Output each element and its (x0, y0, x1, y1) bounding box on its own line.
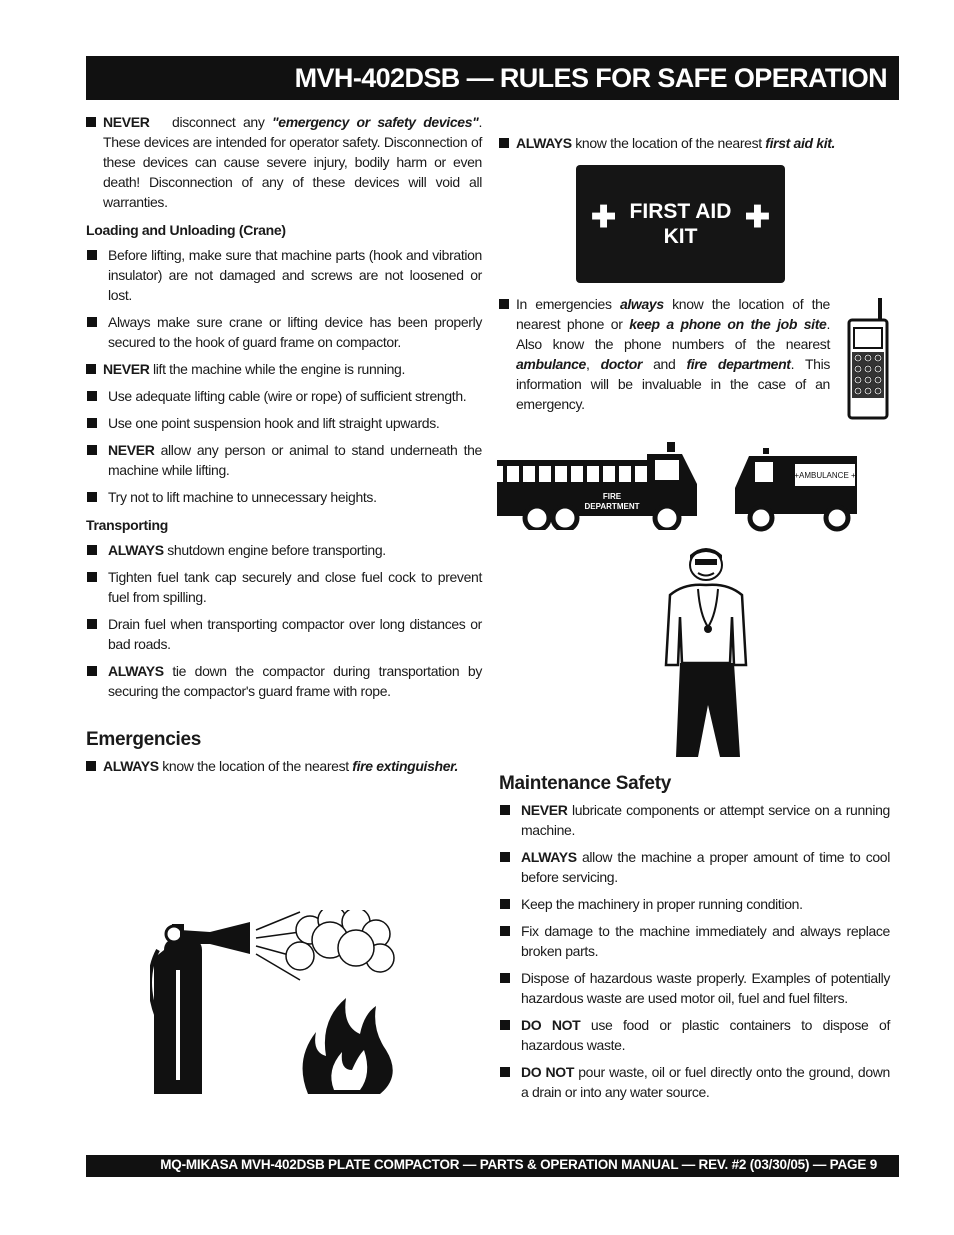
bullet-square-icon (500, 973, 510, 983)
item-lead: ALWAYS (108, 663, 164, 679)
item-text: Fix damage to the machine immediately and always replace broken parts. (521, 923, 890, 959)
item-text: allow the machine a proper amount of time to cool before servicing. (521, 849, 890, 885)
transport-list (86, 540, 482, 701)
item-lead: ALWAYS (103, 758, 159, 774)
item-lead: NEVER (103, 361, 150, 377)
list-item (499, 847, 890, 887)
phone-text-5: and (642, 356, 687, 372)
phone-text-2: know the location of the nearest phone or (516, 296, 830, 332)
cell-phone-icon (846, 298, 890, 422)
never-label: NEVER (103, 114, 150, 130)
first-aid-kit-sign (576, 165, 785, 283)
item-text: Try not to lift machine to unnecessary heights. (108, 489, 377, 505)
item-lead: DO NOT (521, 1017, 581, 1033)
bullet-square-icon (87, 418, 97, 428)
item-lead: NEVER (108, 442, 155, 458)
item-text: Use adequate lifting cable (wire or rope) of sufficient strength. (108, 388, 467, 404)
item-text: shutdown engine before transporting. (163, 542, 386, 558)
bullet-square-icon (87, 317, 97, 327)
bullet-square-icon (87, 445, 97, 455)
first-aid-line2: KIT (663, 225, 698, 248)
item-lead: ALWAYS (521, 849, 577, 865)
list-item (86, 112, 482, 212)
list-item (499, 294, 830, 414)
phone-item (499, 294, 830, 414)
item-text: Use one point suspension hook and lift straight upwards. (108, 415, 440, 431)
item-text: Tighten fuel tank cap securely and close fuel cock to prevent fuel from spilling. (108, 569, 482, 605)
doctor-figure-icon (664, 545, 754, 760)
item-text: pour waste, oil or fuel directly onto the ground, down a drain or into any water source. (521, 1064, 890, 1100)
list-item (499, 133, 864, 153)
bullet-square-icon (500, 1067, 510, 1077)
bullet-square-icon (500, 805, 510, 815)
list-item (86, 386, 482, 406)
bullet-square-icon (86, 364, 96, 374)
bullet-square-icon (87, 666, 97, 676)
list-item (86, 245, 482, 305)
list-item (86, 756, 482, 776)
list-item (86, 540, 482, 560)
right-column-top (499, 133, 864, 160)
bullet-square-icon (86, 761, 96, 771)
list-item (86, 614, 482, 654)
phone-emphasis-4: doctor (600, 356, 643, 372)
item-text: Always make sure crane or lifting device has been properly secured to the hook of guard frame on compactor. (108, 314, 482, 350)
item-text: Drain fuel when transporting compactor over long distances or bad roads. (108, 616, 482, 652)
list-item (499, 1062, 890, 1102)
item-text: know the location of the nearest (158, 758, 353, 774)
phone-emphasis-5: fire department (686, 356, 791, 372)
list-item (499, 800, 890, 840)
item-text: know the location of the nearest (571, 135, 766, 151)
phone-emphasis-2: keep a phone on the job site (629, 316, 827, 332)
item-text: tie down the compactor during transportation by securing the compactor's guard frame with rope. (108, 663, 482, 699)
first-aid-line1: FIRST AID (629, 200, 732, 223)
list-item (499, 894, 890, 914)
bullet-square-icon (87, 391, 97, 401)
item-emphasis: first aid kit. (765, 135, 836, 151)
intro-text: disconnect any (172, 114, 272, 130)
fire-truck-icon (497, 440, 702, 530)
ambulance-icon (733, 448, 861, 532)
maintenance-heading: Maintenance Safety (499, 773, 671, 794)
item-text: Keep the machinery in proper running condition. (521, 896, 803, 912)
intro-text-2: . These devices are intended for operator safety. Disconnection of these devices can cause severe injury, bodily harm or even death! Disconnection of any of these devices will void all warranties. (103, 114, 482, 210)
emergencies-heading: Emergencies (86, 729, 201, 750)
list-item (86, 487, 482, 507)
title-bar (86, 56, 899, 100)
transport-heading: Transporting (86, 517, 168, 533)
bullet-square-icon (87, 545, 97, 555)
list-item (86, 312, 482, 352)
bullet-square-icon (500, 1020, 510, 1030)
phone-text-4: , (586, 356, 601, 372)
loading-heading: Loading and Unloading (Crane) (86, 222, 286, 238)
list-item (86, 661, 482, 701)
list-item (86, 567, 482, 607)
item-text: allow any person or animal to stand underneath the machine while lifting. (108, 442, 482, 478)
bullet-square-icon (86, 117, 96, 127)
bullet-square-icon (87, 619, 97, 629)
phone-text-3: . Also know the phone numbers of the nearest (516, 316, 831, 352)
page-title: MVH-402DSB — RULES FOR SAFE OPERATION (294, 63, 887, 93)
plus-icon: ✚ (744, 201, 770, 234)
fire-truck-label-1: FIRE (602, 492, 622, 501)
fire-truck-label-2: DEPARTMENT (584, 502, 640, 511)
devices-emphasis: "emergency or safety devices" (271, 114, 479, 130)
item-text: Dispose of hazardous waste properly. Examples of potentially hazardous waste are used motor oil, fuel and fuel filters. (521, 970, 890, 1006)
list-item (499, 921, 890, 961)
bullet-square-icon (500, 926, 510, 936)
list-item (86, 359, 482, 379)
item-text: use food or plastic containers to dispose of hazardous waste. (521, 1017, 890, 1053)
item-lead: NEVER (521, 802, 568, 818)
footer-text: MQ-MIKASA MVH-402DSB PLATE COMPACTOR — PARTS & OPERATION MANUAL — REV. #2 (03/30/05) — PAGE 9 (160, 1157, 877, 1172)
item-emphasis: fire extinguisher. (352, 758, 459, 774)
footer-bar (86, 1155, 899, 1177)
item-text: lift the machine while the engine is running. (149, 361, 406, 377)
phone-text-6: . This information will be invaluable in the case of an emergency. (516, 356, 831, 412)
plus-icon: ✚ (591, 201, 617, 234)
bullet-square-icon (499, 299, 509, 309)
item-text: Before lifting, make sure that machine parts (hook and vibration insulator) are not damaged and screws are not loosened or lost. (108, 247, 482, 303)
bullet-square-icon (87, 492, 97, 502)
bullet-square-icon (87, 250, 97, 260)
ambulance-label: +AMBULANCE + (794, 471, 856, 480)
bullet-square-icon (500, 899, 510, 909)
bullet-square-icon (499, 138, 509, 148)
item-text: lubricate components or attempt service on a running machine. (521, 802, 890, 838)
item-lead: ALWAYS (108, 542, 164, 558)
list-item (499, 968, 890, 1008)
first-aid-label (576, 199, 785, 249)
phone-emphasis-1: always (619, 296, 664, 312)
list-item (86, 440, 482, 480)
item-lead: ALWAYS (516, 135, 572, 151)
left-column (86, 112, 482, 783)
list-item (86, 413, 482, 433)
phone-emphasis-3: ambulance (516, 356, 586, 372)
list-item (499, 1015, 890, 1055)
bullet-square-icon (500, 852, 510, 862)
loading-list (86, 245, 482, 507)
right-column-bottom (499, 774, 890, 1109)
bullet-square-icon (87, 572, 97, 582)
item-lead: DO NOT (521, 1064, 575, 1080)
fire-extinguisher-icon (150, 910, 422, 1096)
phone-text-1: In emergencies (516, 296, 620, 312)
